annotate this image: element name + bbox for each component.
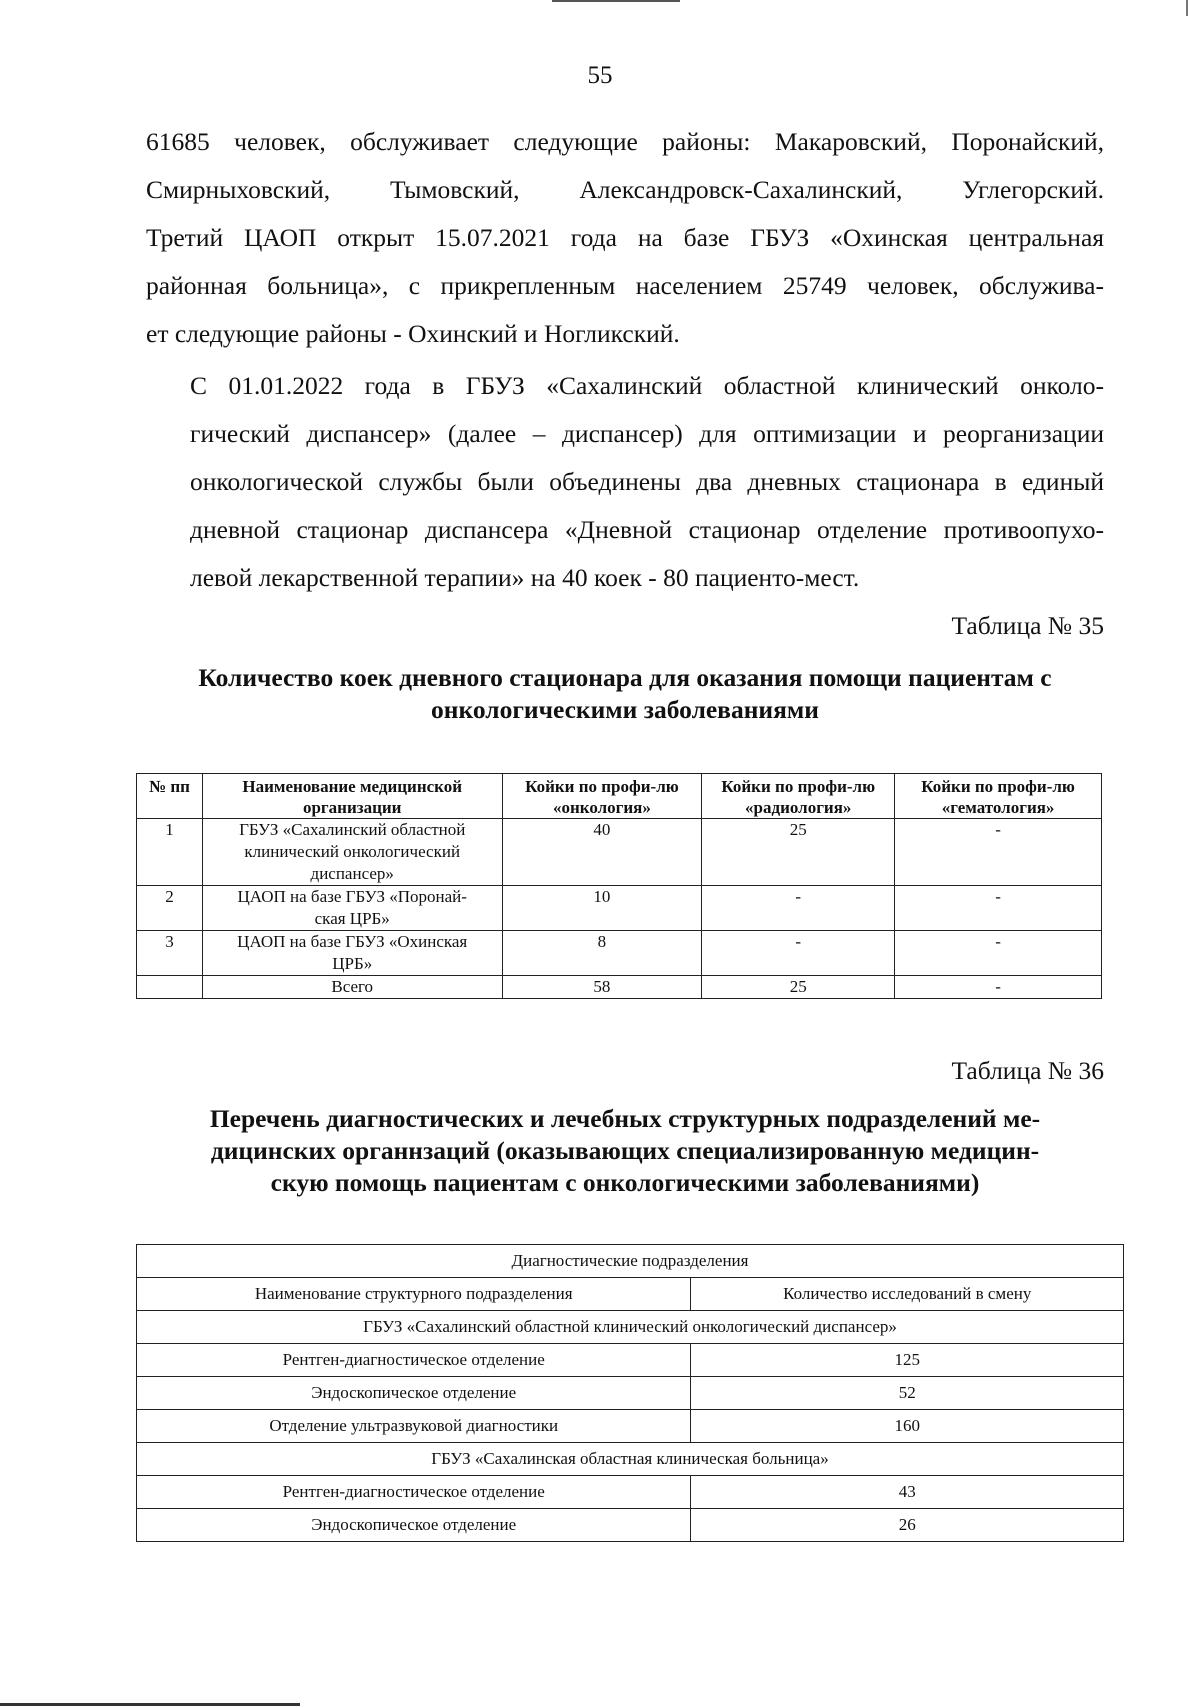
cell-num <box>137 976 203 999</box>
cell-line: диспансер» <box>310 864 394 883</box>
cell-hematology: - <box>895 931 1102 976</box>
paragraph-line: левой лекарственной терапии» на 40 коек - 80 пациенто-мест. <box>190 563 860 592</box>
table-35-label: Таблица № 35 <box>951 611 1104 640</box>
cell-hematology: - <box>895 886 1102 931</box>
cell-line: ЦАОП на базе ГБУЗ «Поронай- <box>237 887 467 906</box>
cell-name: Всего <box>202 976 502 999</box>
paragraph-2 <box>146 362 1104 602</box>
table-header-row <box>137 774 1102 819</box>
cell-oncology: 40 <box>502 819 702 886</box>
table-row <box>137 1509 1124 1542</box>
paragraph-line: Смирныховский, Тымовский, Александровск-Сахалинский, Углегорский. <box>146 175 1104 204</box>
title-line: Количество коек дневного стационара для оказания помощи пациентам с <box>198 663 1052 692</box>
cell-radiology: - <box>702 886 895 931</box>
unit-name: Рентген-диагностическое отделение <box>137 1344 691 1377</box>
unit-value: 160 <box>691 1410 1124 1443</box>
top-edge-rule <box>552 0 680 2</box>
unit-name: Эндоскопическое отделение <box>137 1377 691 1410</box>
paragraph-line: 61685 человек, обслуживает следующие районы: Макаровский, Поронайский, <box>146 127 1104 156</box>
paragraph-line: дневной стационар диспансера «Дневной стационар отделение противоопухо- <box>190 515 1104 544</box>
unit-value: 26 <box>691 1509 1124 1542</box>
paragraph-line: ет следующие районы - Охинский и Ногликский. <box>146 319 680 348</box>
paragraph-line: Третий ЦАОП открыт 15.07.2021 года на базе ГБУЗ «Охинская центральная <box>146 223 1104 252</box>
unit-value: 125 <box>691 1344 1124 1377</box>
col-header-unit-name: Наименование структурного подразделения <box>137 1278 691 1311</box>
title-line: скую помощь пациентам с онкологическими заболеваниями) <box>270 1168 980 1197</box>
section-header-row <box>137 1245 1124 1278</box>
table-row <box>137 886 1102 931</box>
cell-line: ЦРБ» <box>332 954 373 973</box>
cell-name <box>202 886 502 931</box>
table-row <box>137 1344 1124 1377</box>
cell-num: 1 <box>137 819 203 886</box>
table-total-row <box>137 976 1102 999</box>
cell-line: ЦАОП на базе ГБУЗ «Охинская <box>237 932 468 951</box>
unit-value: 52 <box>691 1377 1124 1410</box>
org-group-row <box>137 1443 1124 1476</box>
edge-mark <box>1186 0 1188 16</box>
table-36 <box>136 1244 1124 1542</box>
page-number: 55 <box>587 62 613 89</box>
table-row <box>137 1410 1124 1443</box>
title-line: дицинских органнзаций (оказывающих специализированную медицин- <box>210 1136 1040 1165</box>
paragraph-1 <box>146 118 1104 358</box>
org-name: ГБУЗ «Сахалинская областная клиническая больница» <box>137 1443 1124 1476</box>
cell-radiology: 25 <box>702 819 895 886</box>
paragraph-line: онкологической службы были объединены два дневных стационара в единый <box>190 467 1104 496</box>
title-line: онкологическими заболеваниями <box>431 695 819 724</box>
cell-name <box>202 819 502 886</box>
cell-oncology: 8 <box>502 931 702 976</box>
table-36-title <box>140 1103 1110 1199</box>
paragraph-line: районная больница», с прикрепленным населением 25749 человек, обслужива- <box>146 271 1104 300</box>
cell-radiology: 25 <box>702 976 895 999</box>
org-name: ГБУЗ «Сахалинский областной клинический онкологический диспансер» <box>137 1311 1124 1344</box>
cell-radiology: - <box>702 931 895 976</box>
col-header-name: Наименование медицинской организации <box>202 774 502 819</box>
col-header-oncology: Койки по профи-лю «онкология» <box>502 774 702 819</box>
col-header-num: № пп <box>137 774 203 819</box>
table-row <box>137 1377 1124 1410</box>
unit-value: 43 <box>691 1476 1124 1509</box>
cell-name <box>202 931 502 976</box>
table-35 <box>136 773 1102 999</box>
unit-name: Отделение ультразвуковой диагностики <box>137 1410 691 1443</box>
paragraph-line: гический диспансер» (далее – диспансер) для оптимизации и реорганизации <box>190 419 1104 448</box>
bottom-edge-rule <box>0 1703 300 1706</box>
title-line: Перечень диагностических и лечебных структурных подразделений ме- <box>209 1104 1041 1133</box>
table-row <box>137 819 1102 886</box>
cell-hematology: - <box>895 819 1102 886</box>
cell-hematology: - <box>895 976 1102 999</box>
table-row <box>137 931 1102 976</box>
unit-name: Рентген-диагностическое отделение <box>137 1476 691 1509</box>
section-header: Диагностические подразделения <box>137 1245 1124 1278</box>
cell-oncology: 58 <box>502 976 702 999</box>
cell-line: ская ЦРБ» <box>314 909 390 928</box>
table-row <box>137 1476 1124 1509</box>
paragraph-line: С 01.01.2022 года в ГБУЗ «Сахалинский областной клинический онколо- <box>190 371 1104 400</box>
table-35-title <box>140 662 1110 726</box>
unit-name: Эндоскопическое отделение <box>137 1509 691 1542</box>
cell-num: 3 <box>137 931 203 976</box>
org-group-row <box>137 1311 1124 1344</box>
col-header-studies-per-shift: Количество исследований в смену <box>691 1278 1124 1311</box>
column-header-row <box>137 1278 1124 1311</box>
cell-line: клинический онкологический <box>244 842 461 861</box>
cell-num: 2 <box>137 886 203 931</box>
col-header-hematology: Койки по профи-лю «гематология» <box>895 774 1102 819</box>
cell-line: ГБУЗ «Сахалинский областной <box>239 820 466 839</box>
col-header-radiology: Койки по профи-лю «радиология» <box>702 774 895 819</box>
table-36-label: Таблица № 36 <box>951 1056 1104 1085</box>
cell-oncology: 10 <box>502 886 702 931</box>
